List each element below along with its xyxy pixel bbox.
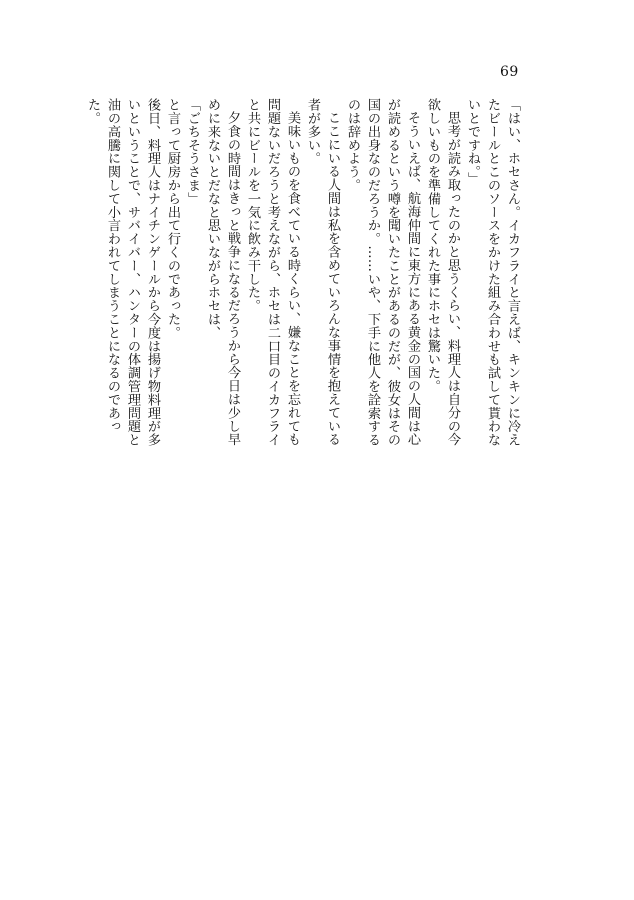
paragraph-6: 夕食の時間はきっと戦争になるだろうから今日は少し早めに来ないとだなと思いながらホセは、 — [205, 98, 240, 447]
paragraph-8: と言って厨房から出て行くのであった。 — [165, 98, 180, 340]
vertical-text-body — [85, 98, 522, 458]
page-number: 69 — [500, 64, 519, 80]
paragraph-4: ここにいる人間は私を含めていろんな事情を抱えている者が多い。 — [305, 98, 340, 447]
paragraph-3: そういえば、航海仲間に東方にある黄金の国の人間は心が読めるという噂を聞いたことがあるのだが、彼女はその国の出身なのだろうか。……いや、下手に他人を詮索するのは辞めよう。 — [345, 98, 420, 447]
paragraph-7: 「ごちそうさま」 — [185, 98, 200, 206]
paragraph-2: 思考が読み取ったのかと思うくらい、料理人は自分の今欲しいものを準備してくれた事にホセは驚いた。 — [425, 98, 460, 447]
paragraph-1: 「はい、ホセさん。イカフライと言えば、キンキンに冷えたビールとこのソースをかけた組み合わせも試して貰わないとですね。」 — [465, 98, 520, 447]
paragraph-9: 後日、料理人はナイチンゲールから今度は揚げ物料理が多いということで、サバイバー、ハンターの体調管理問題と油の高騰に関して小言われてしまうことになるのであった。 — [85, 98, 160, 447]
paragraph-5: 美味いものを食べている時くらい、嫌なことを忘れても問題ないだろうと考えながら、ホセは二口目のイカフライと共にビールを一気に飲み干した。 — [245, 98, 300, 447]
